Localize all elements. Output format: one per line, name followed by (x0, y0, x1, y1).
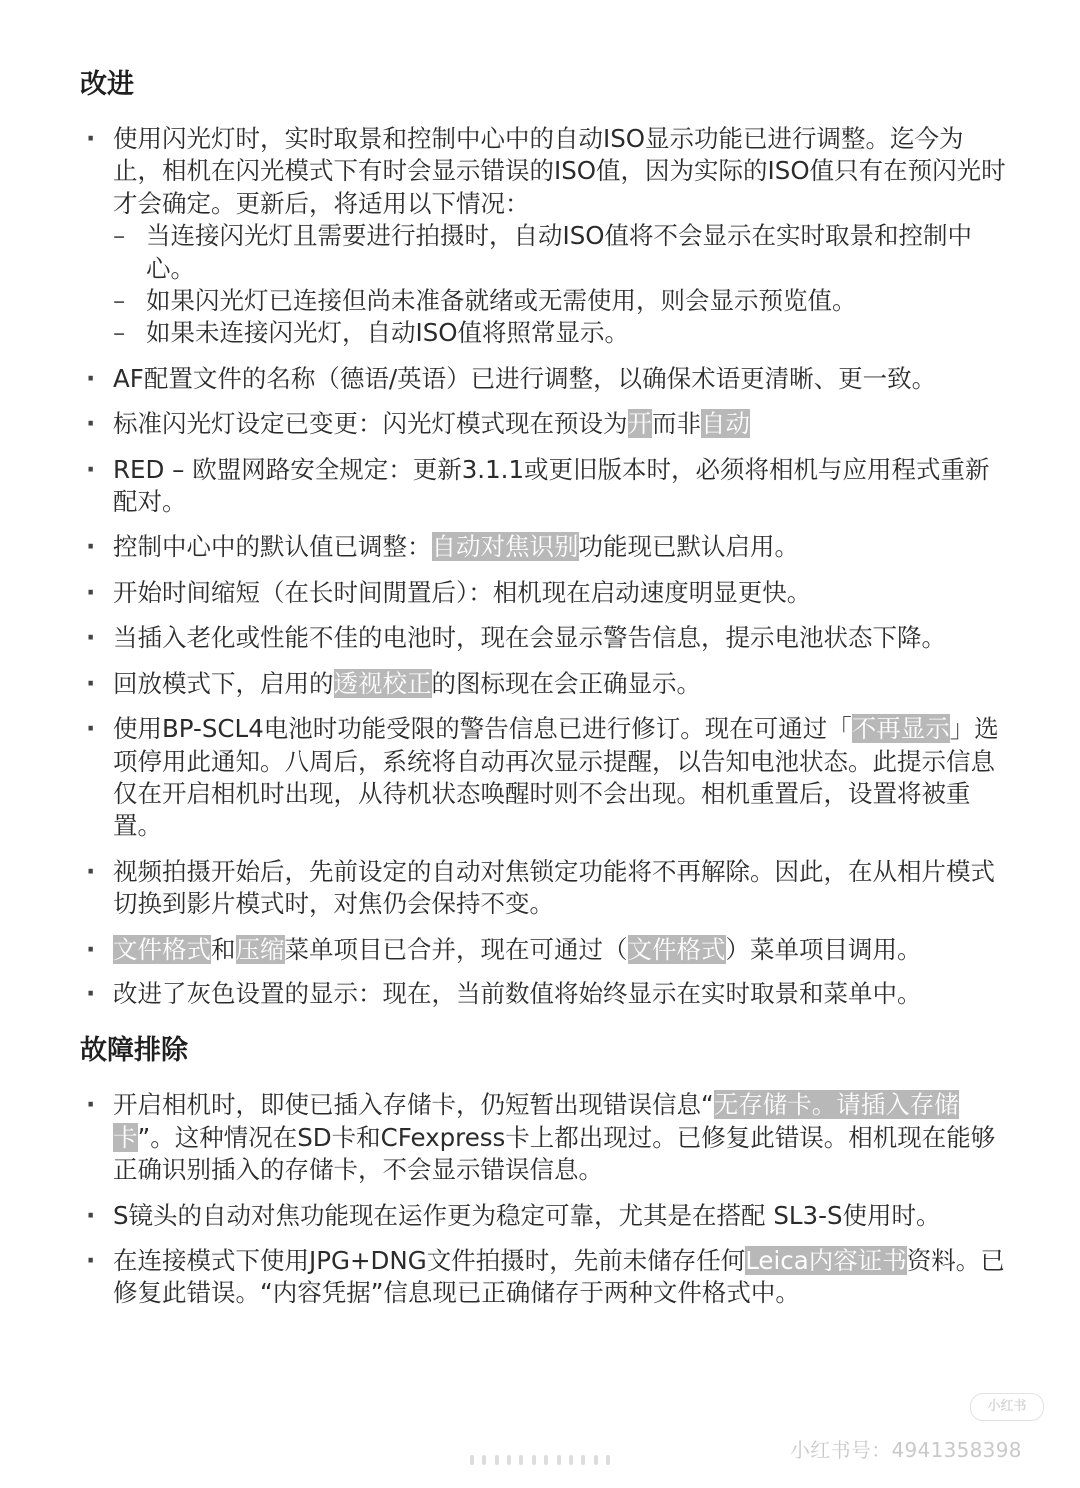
section-title-troubleshooting: 故障排除 (80, 1035, 188, 1067)
mark (470, 1455, 474, 1465)
list-item (80, 531, 1010, 563)
item-text: 使用BP-SCL4电池时功能受限的警告信息已进行修订。现在可通过「 (113, 714, 852, 744)
item-text: 控制中心中的默认值已调整： (113, 532, 432, 562)
troubleshooting-list (80, 1089, 1010, 1309)
item-text: 开始时间缩短（在长时间閒置后）：相机现在启动速度明显更快。 (113, 577, 812, 607)
mark (557, 1455, 561, 1465)
item-text: 」选项停用此通知。八周后，系统将自动再次显示提醒，以告知电池状态。此提示信息仅在开启相机时出现，从待机状态唤醒时则不会出现。相机重置后，设置将被重置。 (113, 714, 999, 841)
list-item (80, 978, 1010, 1010)
mark (495, 1455, 499, 1465)
list-item (80, 1089, 1010, 1186)
item-text: 在连接模式下使用JPG+DNG文件拍摄时，先前未储存任何 (113, 1245, 746, 1275)
item-text: 视频拍摄开始后，先前设定的自动对焦锁定功能将不再解除。因此，在从相片模式切换到影片模式时，对焦仍会保持不变。 (113, 856, 995, 919)
highlight-term: 文件格式 (113, 934, 211, 964)
list-item (80, 408, 1010, 440)
item-text: 改进了灰色设置的显示：现在，当前数值将始终显示在实时取景和菜单中。 (113, 978, 922, 1008)
highlight-term: 自动对焦识别 (431, 532, 579, 562)
sub-list-item: – 如果未连接闪光灯，自动ISO值将照常显示。 (113, 317, 1010, 349)
mark (606, 1455, 610, 1465)
list-item (80, 856, 1010, 921)
release-notes (80, 58, 1010, 1310)
mark (581, 1455, 585, 1465)
list-item (80, 1245, 1010, 1310)
highlight-term: 文件格式 (627, 934, 726, 964)
watermark-id: 小红书号：4941358398 (790, 1438, 1022, 1462)
item-text: ）菜单项目调用。 (725, 934, 922, 964)
highlight-term: 透视校正 (333, 668, 432, 698)
item-text: 开启相机时，即使已插入存储卡，仍短暂出现错误信息“ (113, 1090, 714, 1120)
sub-list (113, 220, 1010, 350)
item-text: 回放模式下，启用的 (113, 668, 334, 698)
mark (507, 1455, 511, 1465)
item-text: S镜头的自动对焦功能现在运作更为稳定可靠，尤其是在搭配 SL3-S使用时。 (113, 1200, 941, 1230)
section-title-improvements: 改进 (80, 69, 134, 100)
mark (594, 1455, 598, 1465)
item-text: 的图标现在会正确显示。 (431, 668, 701, 698)
item-text: 菜单项目已合并，现在可通过（ (284, 934, 628, 964)
highlight-term: 无存储卡。请插入存储卡 (113, 1090, 959, 1152)
mark (569, 1455, 573, 1465)
list-item (80, 622, 1010, 654)
item-text: 标准闪光灯设定已变更：闪光灯模式现在预设为 (113, 409, 628, 439)
list-item (80, 123, 1010, 350)
mark (482, 1455, 486, 1465)
highlight-term: 自动 (701, 409, 750, 439)
item-text: 和 (211, 934, 236, 964)
mark (532, 1455, 536, 1465)
item-text: 资料。已修复此错误。“内容凭据”信息现已正确储存于两种文件格式中。 (113, 1245, 1005, 1308)
highlight-term: 不再显示 (851, 714, 950, 744)
list-item (80, 934, 1010, 966)
item-text: 当插入老化或性能不佳的电池时，现在会显示警告信息，提示电池状态下降。 (113, 623, 946, 653)
mark (519, 1455, 523, 1465)
item-text: AF配置文件的名称（德语/英语）已进行调整，以确保术语更清晰、更一致。 (113, 363, 937, 393)
item-text: 使用闪光灯时，实时取景和控制中心中的自动ISO显示功能已进行调整。迄今为止，相机在闪光模式下有时会显示错误的ISO值，因为实际的ISO值只有在预闪光时才会确定。更新后，将适用以下情况： (113, 124, 1006, 218)
list-item (80, 363, 1010, 395)
list-item (80, 577, 1010, 609)
item-text: 而非 (652, 409, 701, 439)
list-item (80, 454, 1010, 519)
sub-list-item: – 当连接闪光灯且需要进行拍摄时，自动ISO值将不会显示在实时取景和控制中心。 (113, 220, 1010, 285)
improvements-list (80, 123, 1010, 1010)
screenshot-bottom-marks (470, 1455, 610, 1465)
list-item (80, 1200, 1010, 1232)
list-item (80, 668, 1010, 700)
highlight-term: 开 (627, 409, 652, 439)
highlight-term: 压缩 (235, 934, 285, 964)
sub-list-item: – 如果闪光灯已连接但尚未准备就绪或无需使用，则会显示预览值。 (113, 285, 1010, 317)
item-text: ”。这种情况在SD卡和CFexpress卡上都出现过。已修复此错误。相机现在能够正确识别插入的存储卡，不会显示错误信息。 (113, 1122, 996, 1185)
item-text: RED – 欧盟网路安全规定：更新3.1.1或更旧版本时，必须将相机与应用程式重新配对。 (113, 454, 990, 517)
highlight-term: Leica内容证书 (745, 1245, 907, 1275)
mark (544, 1455, 548, 1465)
watermark-logo: 小红书 (970, 1393, 1044, 1421)
item-text: 功能现已默认启用。 (578, 532, 799, 562)
list-item (80, 713, 1010, 843)
